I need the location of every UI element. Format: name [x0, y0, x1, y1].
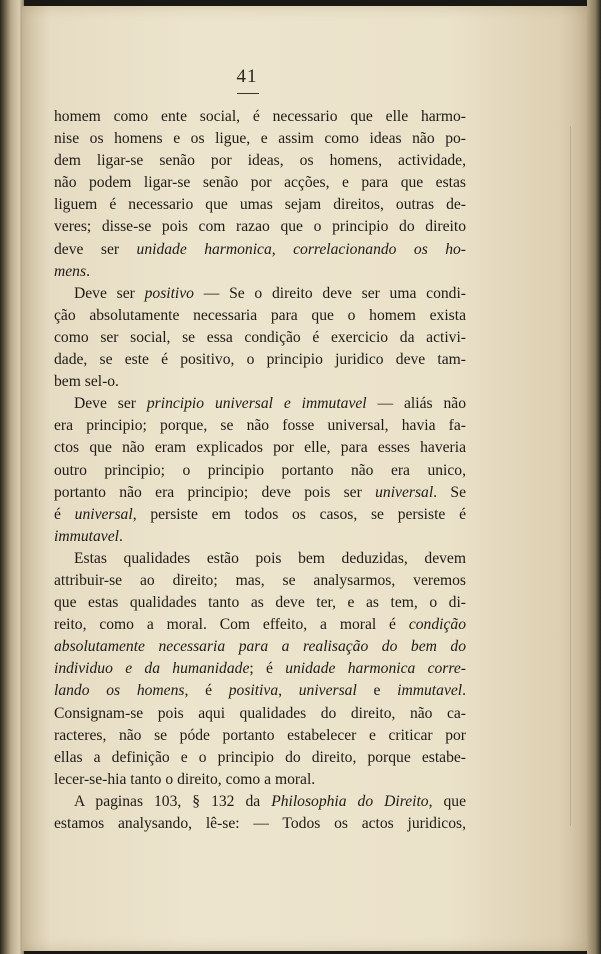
- text-line: [54, 437, 466, 459]
- text-line: [54, 305, 466, 327]
- text-run: Deve ser: [74, 284, 145, 302]
- text-run: .: [462, 682, 467, 700]
- paragraph: [54, 283, 466, 393]
- text-run: homem como ente social, é necessario que elle harmo-: [54, 108, 466, 125]
- text-line: [54, 128, 466, 150]
- italic-run: unidade harmonica, correlacionando os ho-: [136, 240, 467, 258]
- italic-run: lando os homens: [54, 682, 185, 700]
- text-run: reito, como a moral. Com effeito, a moral é: [54, 616, 409, 634]
- text-line: [54, 725, 466, 747]
- text-run: liguem é necessario que umas sejam direitos, outras de-: [54, 196, 466, 214]
- text-line: [54, 813, 466, 835]
- book-fore-edge: [587, 0, 601, 954]
- text-line: [54, 769, 466, 791]
- text-line: [54, 460, 466, 482]
- italic-run: universal: [375, 483, 434, 501]
- text-run: .: [118, 527, 123, 545]
- italic-run: principio universal e immutavel: [146, 395, 367, 413]
- text-run: ellas a definição e o principio do direito, porque estabe-: [54, 748, 466, 766]
- text-run: era principio; porque, se não fosse universal, havia fa-: [54, 417, 466, 435]
- italic-run: positiva: [228, 682, 279, 700]
- text-run: ; é: [249, 660, 286, 678]
- text-run: ctos que não eram explicados por elle, para esses haveria: [54, 439, 466, 457]
- text-run: . Se: [433, 483, 466, 501]
- text-run: ção absolutamente necessaria para que o homem exista: [54, 306, 466, 324]
- text-line: [54, 216, 466, 238]
- text-run: , que: [428, 792, 467, 810]
- text-line: [54, 371, 466, 393]
- italic-run: mens: [54, 262, 87, 280]
- text-run: , é: [184, 682, 229, 700]
- text-line: [54, 261, 466, 283]
- text-run: racteres, não se póde portanto estabelecer e criticar por: [54, 726, 466, 744]
- text-line: [54, 415, 466, 437]
- italic-run: individuo e da humanidade: [54, 660, 250, 678]
- text-run: Consignam-se pois aqui qualidades do direito, não ca-: [54, 704, 466, 722]
- text-run: é: [54, 505, 75, 523]
- text-line: [54, 658, 466, 680]
- italic-run: Philosophia do Direito: [271, 792, 429, 810]
- text-line: [54, 636, 466, 658]
- text-run: — aliás não: [366, 395, 466, 413]
- text-run: bem sel-o.: [54, 373, 119, 391]
- text-run: nise os homens e os ligue, e assim como ideas não po-: [54, 130, 466, 148]
- text-line: [54, 526, 466, 548]
- text-run: que estas qualidades tanto as deve ter, e as tem, o di-: [54, 594, 466, 612]
- text-run: e: [356, 682, 398, 700]
- book-page: [22, 6, 588, 951]
- text-run: Estas qualidades estão pois bem deduzidas, devem: [74, 549, 466, 567]
- text-run: portanto não era principio; deve pois ser: [54, 483, 376, 501]
- paragraph: [54, 393, 466, 548]
- text-run: , persiste em todos os casos, se persiste é: [132, 505, 466, 523]
- italic-run: immutavel: [54, 527, 119, 545]
- text-run: dem ligar-se senão por ideas, os homens, actividade,: [54, 152, 466, 170]
- text-line: [54, 680, 466, 702]
- page-number-rule: [237, 93, 259, 94]
- text-run: deve ser: [54, 240, 137, 258]
- text-line: [54, 791, 466, 813]
- paragraph: [54, 791, 466, 835]
- text-line: [54, 703, 466, 725]
- text-run: veres; disse-se pois com razao que o principio do direito: [54, 218, 466, 236]
- text-line: [54, 239, 466, 261]
- text-line: [54, 349, 466, 371]
- italic-run: universal: [74, 505, 133, 523]
- text-run: — Se o direito deve ser uma condi-: [193, 284, 466, 302]
- text-run: Deve ser: [74, 395, 147, 413]
- text-run: lecer-se-hia tanto o direito, como a moral.: [54, 770, 316, 788]
- text-line: [54, 106, 466, 128]
- paragraph: [54, 106, 466, 283]
- text-run: outro principio; o principio portanto não era unico,: [54, 461, 466, 479]
- text-run: estamos analysando, lê-se: — Todos os actos juridicos,: [54, 815, 466, 832]
- text-line: [54, 592, 466, 614]
- text-run: ,: [278, 682, 299, 700]
- text-line: [54, 393, 466, 415]
- italic-run: universal: [298, 682, 357, 700]
- facing-page-edge: [0, 0, 24, 954]
- text-run: não podem ligar-se senão por acções, e para que estas: [54, 174, 466, 192]
- text-line: [54, 172, 466, 194]
- text-line: [54, 504, 466, 526]
- text-line: [54, 283, 466, 305]
- text-run: .: [86, 262, 90, 280]
- text-line: [54, 194, 466, 216]
- italic-run: unidade harmonica corre-: [285, 660, 466, 678]
- text-line: [54, 747, 466, 769]
- text-run: como ser social, se essa condição é exercicio da activi-: [54, 328, 466, 346]
- text-line: [54, 482, 466, 504]
- text-line: [54, 548, 466, 570]
- body-text: [54, 106, 466, 835]
- page-number: 41: [236, 66, 258, 87]
- text-line: [54, 327, 466, 349]
- text-line: [54, 150, 466, 172]
- paragraph: [54, 548, 466, 791]
- italic-run: condição: [408, 616, 466, 634]
- text-line: [54, 614, 466, 636]
- italic-run: immutavel: [397, 682, 463, 700]
- italic-run: positivo: [144, 284, 194, 302]
- text-run: dade, se este é positivo, o principio juridico deve tam-: [54, 351, 466, 369]
- text-line: [54, 570, 466, 592]
- italic-run: absolutamente necessaria para a realisação do bem do: [54, 638, 466, 656]
- page-fold-line: [570, 126, 571, 826]
- text-run: attribuir-se ao direito; mas, se analysarmos, veremos: [54, 571, 466, 589]
- text-run: A paginas 103, § 132 da: [74, 792, 272, 810]
